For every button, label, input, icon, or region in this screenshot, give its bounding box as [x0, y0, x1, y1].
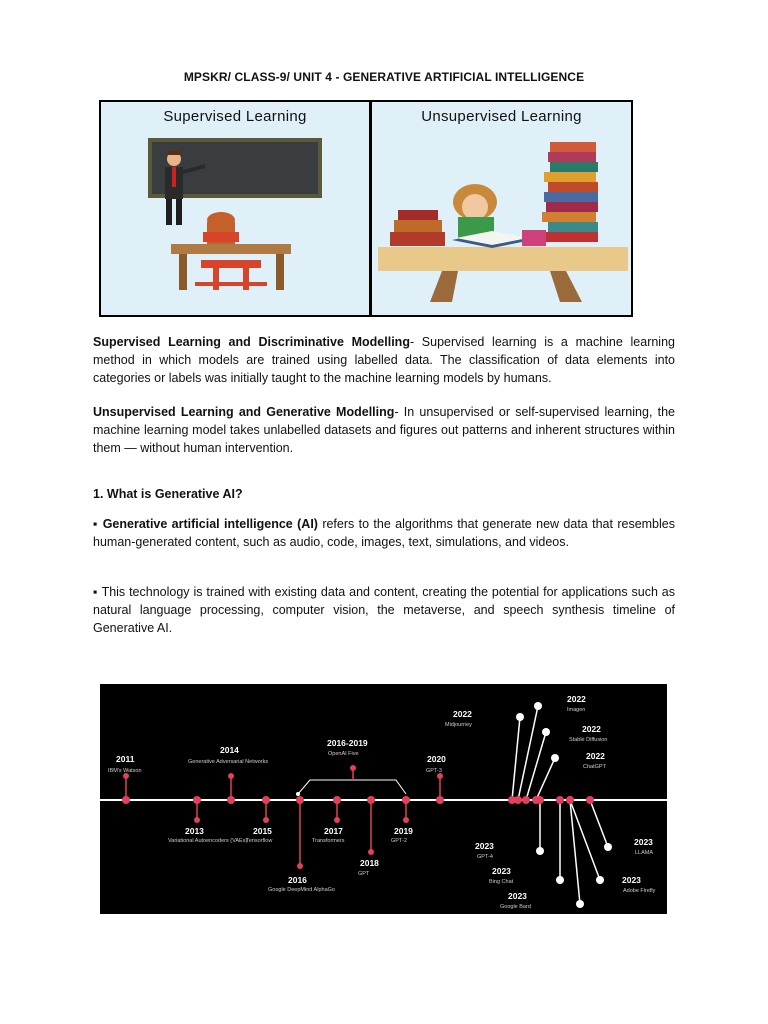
timeline-axis-dot: [367, 796, 375, 804]
supervised-learning-text: - Supervised learning is a machine learning method in which models are trained using labelled data. The classification of data elements into categories or labels was initially taught to the machine learning models by humans.: [93, 335, 675, 385]
technology-applications-text: This technology is trained with existing data and content, creating the potential for applications such as natural language processing, computer vision, the metaverse, and speech synthesis timeline of Generative AI.: [93, 585, 676, 635]
timeline-connector: [590, 800, 608, 847]
timeline-axis-dot: [227, 796, 235, 804]
timeline-event-dot: [551, 754, 559, 762]
timeline-year: 2017: [324, 826, 343, 836]
timeline-year: 2020: [427, 754, 446, 764]
timeline-event-label: Adobe Firefly: [623, 888, 656, 894]
timeline-event-label: Bing Chat: [489, 879, 514, 885]
timeline-axis-dot: [566, 796, 574, 804]
timeline-year: 2023: [475, 841, 494, 851]
timeline-event-dot: [263, 817, 269, 823]
timeline-event-dot: [576, 900, 584, 908]
timeline-event-label: IBM's Watson: [108, 768, 142, 774]
timeline-year: 2014: [220, 745, 239, 755]
section-heading: 1. What is Generative AI?: [93, 487, 243, 501]
timeline-event-dot: [334, 817, 340, 823]
timeline-axis-dot: [522, 796, 530, 804]
timeline-event-label: Midjourney: [445, 722, 472, 728]
timeline-year: 2018: [360, 858, 379, 868]
timeline-axis-dot: [402, 796, 410, 804]
timeline-year: 2019: [394, 826, 413, 836]
timeline-event-label: Generative Adversarial Networks: [188, 759, 269, 765]
timeline-event-label: Google Bard: [500, 904, 531, 910]
timeline-connector: [526, 732, 546, 800]
timeline-event-dot: [534, 702, 542, 710]
timeline-connector: [570, 800, 580, 904]
timeline-year: 2022: [567, 694, 586, 704]
unsupervised-learning-paragraph: [93, 403, 675, 457]
timeline-year: 2015: [253, 826, 272, 836]
timeline-event-label: Stable Diffusion: [569, 737, 608, 743]
timeline-axis-dot: [556, 796, 564, 804]
teacher-classroom-drawing: [101, 102, 369, 317]
timeline-axis-dot: [536, 796, 544, 804]
timeline-event-dot: [194, 817, 200, 823]
timeline-event-label: Imagen: [567, 707, 586, 713]
timeline-year: 2022: [582, 724, 601, 734]
supervised-learning-term: Supervised Learning and Discriminative Modelling: [93, 335, 410, 349]
timeline-year: 2022: [453, 709, 472, 719]
timeline-axis-dot: [193, 796, 201, 804]
timeline-event-label: Variational Autoencoders (VAEs): [168, 838, 248, 844]
timeline-event-label: ChatGPT: [583, 764, 606, 770]
page-title: MPSKR/ CLASS-9/ UNIT 4 - GENERATIVE ARTIFICIAL INTELLIGENCE: [183, 70, 585, 84]
supervised-learning-title: Supervised Learning: [163, 108, 307, 125]
bullet-marker: ▪: [93, 585, 98, 599]
timeline-event-label: GPT-4: [477, 854, 493, 860]
timeline-event-label: Transformers: [312, 838, 345, 844]
timeline-year: 2023: [622, 875, 641, 885]
timeline-year: 2013: [185, 826, 204, 836]
timeline-event-dot: [516, 713, 524, 721]
timeline-axis-dot: [333, 796, 341, 804]
bullet-marker: ▪: [93, 517, 99, 531]
timeline-axis-dot: [436, 796, 444, 804]
timeline-event-dot: [297, 863, 303, 869]
timeline-event-label: GPT: [358, 871, 370, 877]
timeline-event-label: Tensorflow: [246, 838, 273, 844]
timeline-event-dot: [403, 817, 409, 823]
bullet-generative-ai-definition: [93, 515, 675, 551]
timeline-event-dot: [596, 876, 604, 884]
generative-ai-timeline: [100, 684, 667, 914]
unsupervised-learning-title: Unsupervised Learning: [421, 108, 582, 125]
timeline-year: 2023: [634, 837, 653, 847]
openai-five-bracket: [298, 780, 406, 794]
timeline-year: 2023: [492, 866, 511, 876]
learning-illustration: [99, 100, 633, 317]
bullet-technology-applications: [93, 583, 675, 637]
timeline-axis-dot: [122, 796, 130, 804]
timeline-event-label: OpenAI Five: [328, 751, 359, 757]
timeline-axis-dot: [586, 796, 594, 804]
timeline-axis-dot: [514, 796, 522, 804]
generative-ai-text: refers to the algorithms that generate new data that resembles human-generated content, such as audio, code, images, text, simulations, and videos.: [93, 517, 675, 549]
supervised-learning-panel: [101, 102, 372, 315]
timeline-year: 2011: [116, 754, 135, 764]
timeline-event-dot: [368, 849, 374, 855]
supervised-learning-paragraph: [93, 333, 675, 387]
timeline-axis-dot: [262, 796, 270, 804]
generative-ai-term: Generative artificial intelligence (AI): [102, 517, 318, 531]
timeline-event-label: GPT-3: [426, 768, 442, 774]
timeline-axis-dot: [296, 796, 304, 804]
timeline-event-label: GPT-2: [391, 838, 407, 844]
timeline-event-dot: [228, 773, 234, 779]
timeline-year: 2022: [586, 751, 605, 761]
timeline-year: 2016-2019: [327, 738, 368, 748]
timeline-event-dot: [350, 765, 356, 771]
timeline-year: 2016: [288, 875, 307, 885]
unsupervised-learning-text: - In unsupervised or self-supervised learning, the machine learning model takes unlabelled datasets and figures out patterns and inherent structures within them — without human intervention.: [93, 405, 675, 455]
timeline-bracket-dot: [296, 792, 300, 796]
girl-reading-books-drawing: [372, 102, 631, 317]
timeline-event-dot: [536, 847, 544, 855]
timeline-event-label: Google DeepMind AlphaGo: [268, 887, 335, 893]
timeline-connector: [512, 717, 520, 800]
unsupervised-learning-term: Unsupervised Learning and Generative Modelling: [93, 405, 395, 419]
timeline-year: 2023: [508, 891, 527, 901]
timeline-event-dot: [542, 728, 550, 736]
timeline-event-label: LLAMA: [635, 850, 654, 856]
timeline-connector: [536, 758, 555, 800]
unsupervised-learning-panel: [372, 102, 631, 315]
timeline-event-dot: [604, 843, 612, 851]
timeline-event-dot: [556, 876, 564, 884]
timeline-graphic: [100, 684, 667, 914]
